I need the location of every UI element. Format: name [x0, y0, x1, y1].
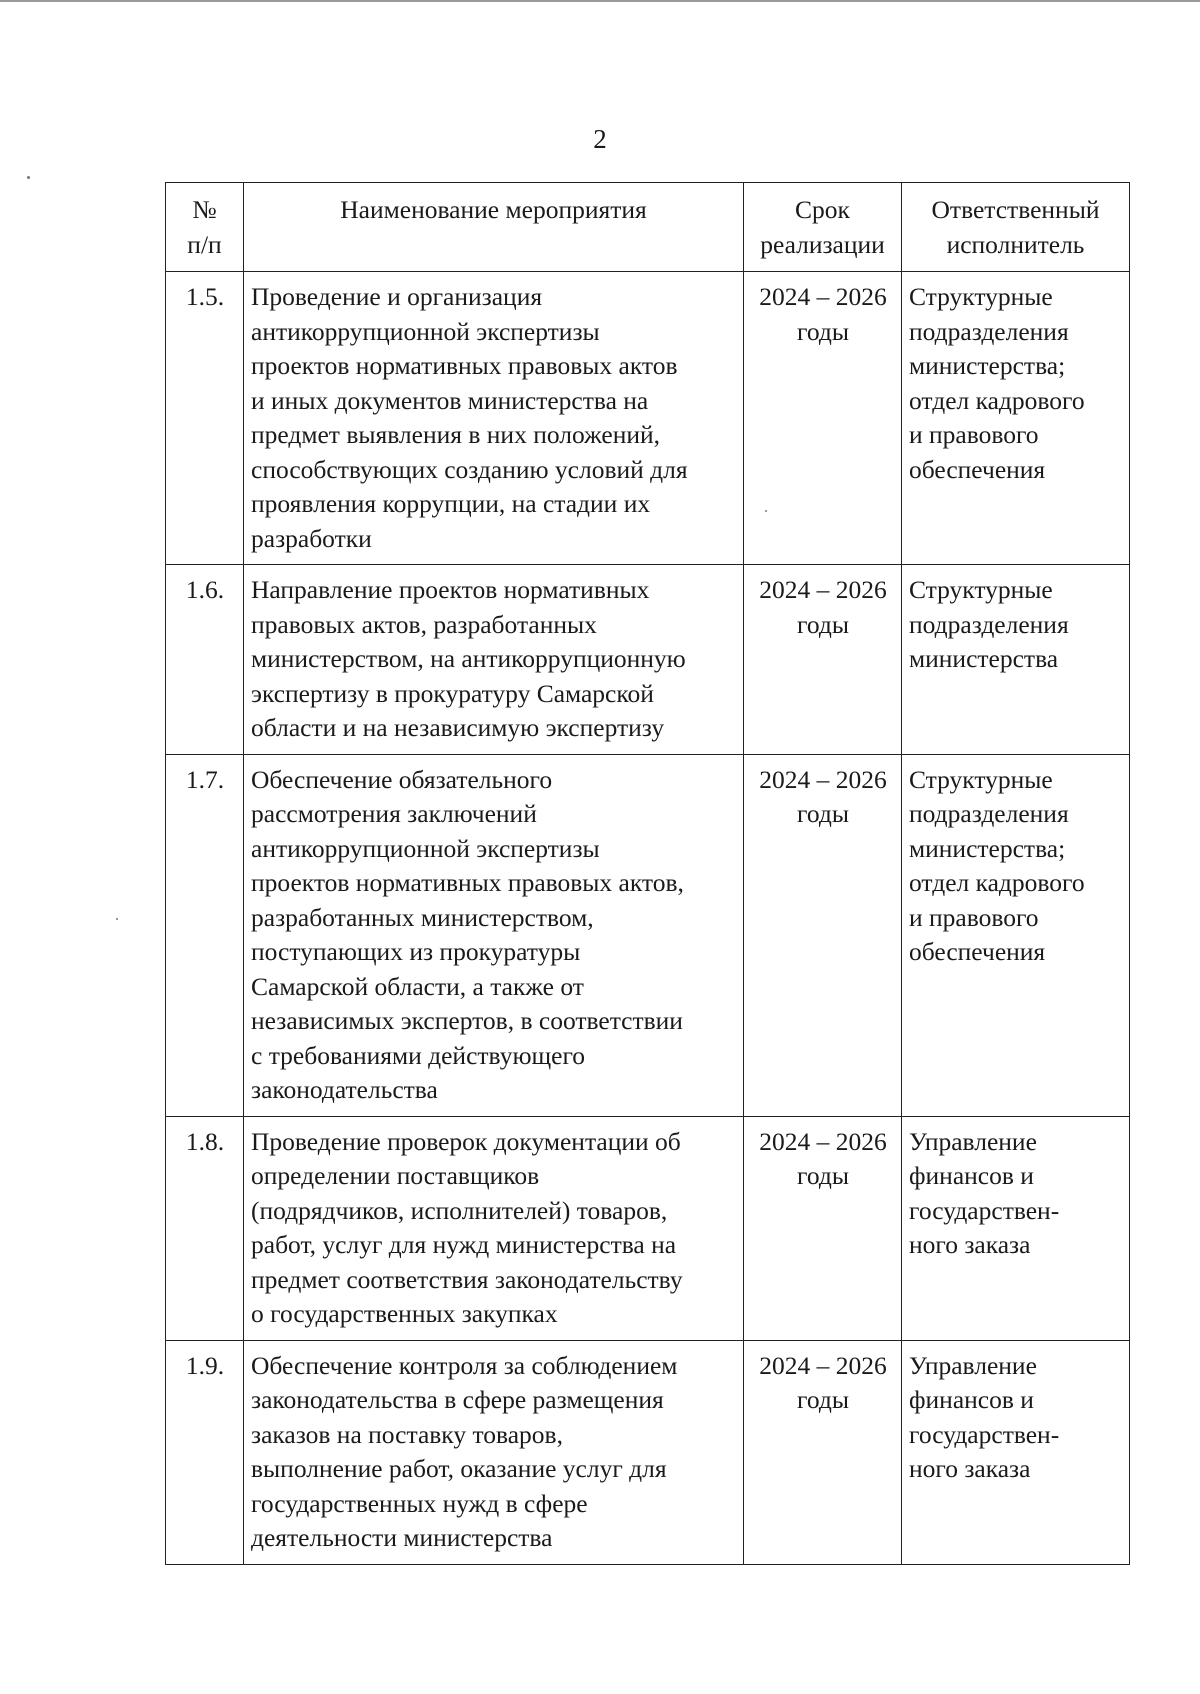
table-row: [166, 272, 1130, 565]
scan-top-edge: [0, 0, 1200, 2]
row-number: 1.5.: [166, 272, 244, 565]
row-term: 2024 – 2026 годы: [744, 565, 902, 755]
row-measure-name: Обеспечение обязательного рассмотрения заключений антикоррупционной экспертизы проектов нормативных правовых актов, разработанных министерством, поступающих из прокуратуры Самарской области, а также от независимых экспертов, в соответствии с требованиями действующего законодательства: [244, 754, 744, 1116]
row-measure-name: Обеспечение контроля за соблюдением законодательства в сфере размещения заказов на поставку товаров, выполнение работ, оказание услуг для государственных нужд в сфере деятельности министерства: [244, 1340, 744, 1564]
row-number: 1.8.: [166, 1116, 244, 1340]
table-row: [166, 754, 1130, 1116]
row-responsible: Структурные подразделения министерства; отдел кадрового и правового обеспечения: [902, 754, 1130, 1116]
header-number: № п/п: [166, 183, 244, 272]
row-responsible: Структурные подразделения министерства; отдел кадрового и правового обеспечения: [902, 272, 1130, 565]
header-responsible: Ответственный исполнитель: [902, 183, 1130, 272]
row-measure-name: Направление проектов нормативных правовых актов, разработанных министерством, на антикоррупционную экспертизу в прокуратуру Самарской области и на независимую экспертизу: [244, 565, 744, 755]
scan-speck: [27, 176, 30, 179]
row-term: 2024 – 2026 годы: [744, 272, 902, 565]
row-responsible: Структурные подразделения министерства: [902, 565, 1130, 755]
table-row: [166, 565, 1130, 755]
row-number: 1.6.: [166, 565, 244, 755]
row-responsible: Управление финансов и государствен- ного заказа: [902, 1340, 1130, 1564]
header-term: Срок реализации: [744, 183, 902, 272]
row-responsible: Управление финансов и государствен- ного заказа: [902, 1116, 1130, 1340]
page-number: 2: [593, 124, 607, 154]
row-measure-name: Проведение проверок документации об определении поставщиков (подрядчиков, исполнителей) товаров, работ, услуг для нужд министерства на предмет соответствия законодательству о государственных закупках: [244, 1116, 744, 1340]
row-term: 2024 – 2026 годы: [744, 1340, 902, 1564]
row-term: 2024 – 2026 годы: [744, 754, 902, 1116]
row-number: 1.7.: [166, 754, 244, 1116]
header-measure-name: Наименование мероприятия: [244, 183, 744, 272]
table-header-row: [166, 183, 1130, 272]
measures-table: [165, 182, 1130, 1565]
row-measure-name: Проведение и организация антикоррупционной экспертизы проектов нормативных правовых актов и иных документов министерства на предмет выявления в них положений, способствующих созданию условий для проявления коррупции, на стадии их разработки: [244, 272, 744, 565]
scan-speck: [116, 918, 118, 920]
table-row: [166, 1116, 1130, 1340]
row-number: 1.9.: [166, 1340, 244, 1564]
row-term: 2024 – 2026 годы: [744, 1116, 902, 1340]
table-row: [166, 1340, 1130, 1564]
